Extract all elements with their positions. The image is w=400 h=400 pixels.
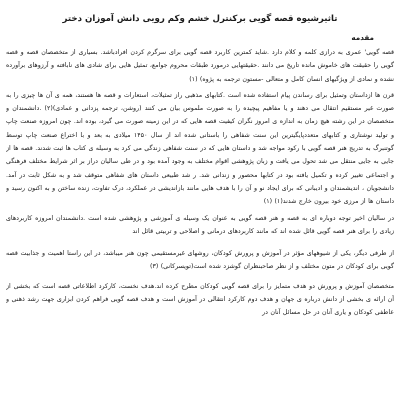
document-page — [6, 4, 394, 396]
paragraph-4: از طرفی دیگر، یکی از شیوههای مؤثر در آموزش و پرورش کودکان، روشهای غیرمستقیمی چون هنر میباشد، در این راستا اهمیت و جذابیت قصه گویی برای کودکان در متون مختلف و از نظر صاحبنظران گوشزد شده است(تویسرکانی) (۳) — [6, 250, 394, 271]
paragraph-1: قصه گویی' عمری به درازی کلمه و کلام دارد .شاید کمترین کاربرد قصه گویی برای سرگرم کردن افرادباشد. بسیاری از متخصصان قصه و قصه گویی را حقیقت های خاموش مانده تاریخ می دانند .حقیقتهایی درمورد طبقات محروم جوامع، تمثیل هایی برای شادی های نابافته و آرزوهای برآورده نشده و نمادی از ویژگیهای انسان کامل و متعالی -مستون ترجمه به پژوه) (۱) — [6, 49, 394, 83]
paragraph-5: متخصصان آموزش و پرورش دو هدف متمایز را برای قصه گویی کودکان مطرح کرده اند.هدف نخست، کارکرد اطلاعاتی قصه است که بخشی از آن ارائه ی بخشی از دانش درباره ی جهان و هدف دوم کارکرد انتقالی در آموزش است و هدف قصه گویی فراهم کردن ابزاری جهت رشد ذهنی و عاطفی کودکان و یاری آنان در حل مسائل آنان در — [6, 282, 394, 317]
document-title: تاثیرشیوه قصه گویی برکنترل خشم وکم رویی دانش آموزان دختر — [62, 14, 338, 24]
paragraph-2: قرن ها ازداستان وتمثیل برای رساندن پیام استفاده شده است .کتابهای مذهبی راز تمثیلات، استعارات و قصه ها هستند، همه ی آن ها چیزی را به صورت غیر مستقیم انتقال می دهند و یا مفاهیم پیچیده را به صورت ملموس بیان می کنند (روشن، ترجمه پزدانی و عمادی)(۲) .دانشمندان و متخصصان در این رشته هیچ زمان به اندازه ی امروز نگران کیفیت قصه هایی که در این زمینه صورت می گیرد، بوده اند. چون امروزه صنعت چاپ و تولید نوشتاری و کتابهای متعددپایگیترین این سنت شفاهی را باستانی شده اند از سال ۱۴۵۰ میلادی به بعد و با اختراع صنعت چاپ توسط گوتنبرگ به تدریج هنر قصه گویی با رکود مواجه شد و داستان هایی که در سنت شفاهی زندگی می کرد به وسیله ی کتاب ها ثبت شدند. قصه ها از جایی به جایی منتقل می شد تحول می یافت و زبان پژوهشی اقوام مختلف به وجود آمده بود و در طی سالیان دراز بر اثر شرایط مختلف فرهنگی و اجتماعی تغییر کرده و تکمیل یافته بود در کتابها محصور و زندانی شد. ر شد طبیعی داستان های شفاهی متوقف شد و به شکل ثابت در آمد. دانشجویان ، اندیشمندان و ادیبانی که برای ایجاد نو و آن را با هدف هایی مانند بازاندیشی در عملکرد، درک تفاوت، زنده ساختن و به اکنون رسید و داستان ها از مرزی خود بیرون خارج شدند(۱) (۱) — [6, 91, 394, 206]
paragraph-3: در سالیان اخیر توجه دوباره ای به قصه و هنر قصه گویی به عنوان یک وسیله ی آموزشی و پژوهشی شده است .دانشمندان امروزه کاربردهای زیادی را برای هنر قصه گویی قائل شده اند که مانند کاربردهای درمانی و اصلاحی و تربیتی قائل اند — [6, 214, 394, 235]
section-heading: مقدمه — [351, 33, 374, 42]
